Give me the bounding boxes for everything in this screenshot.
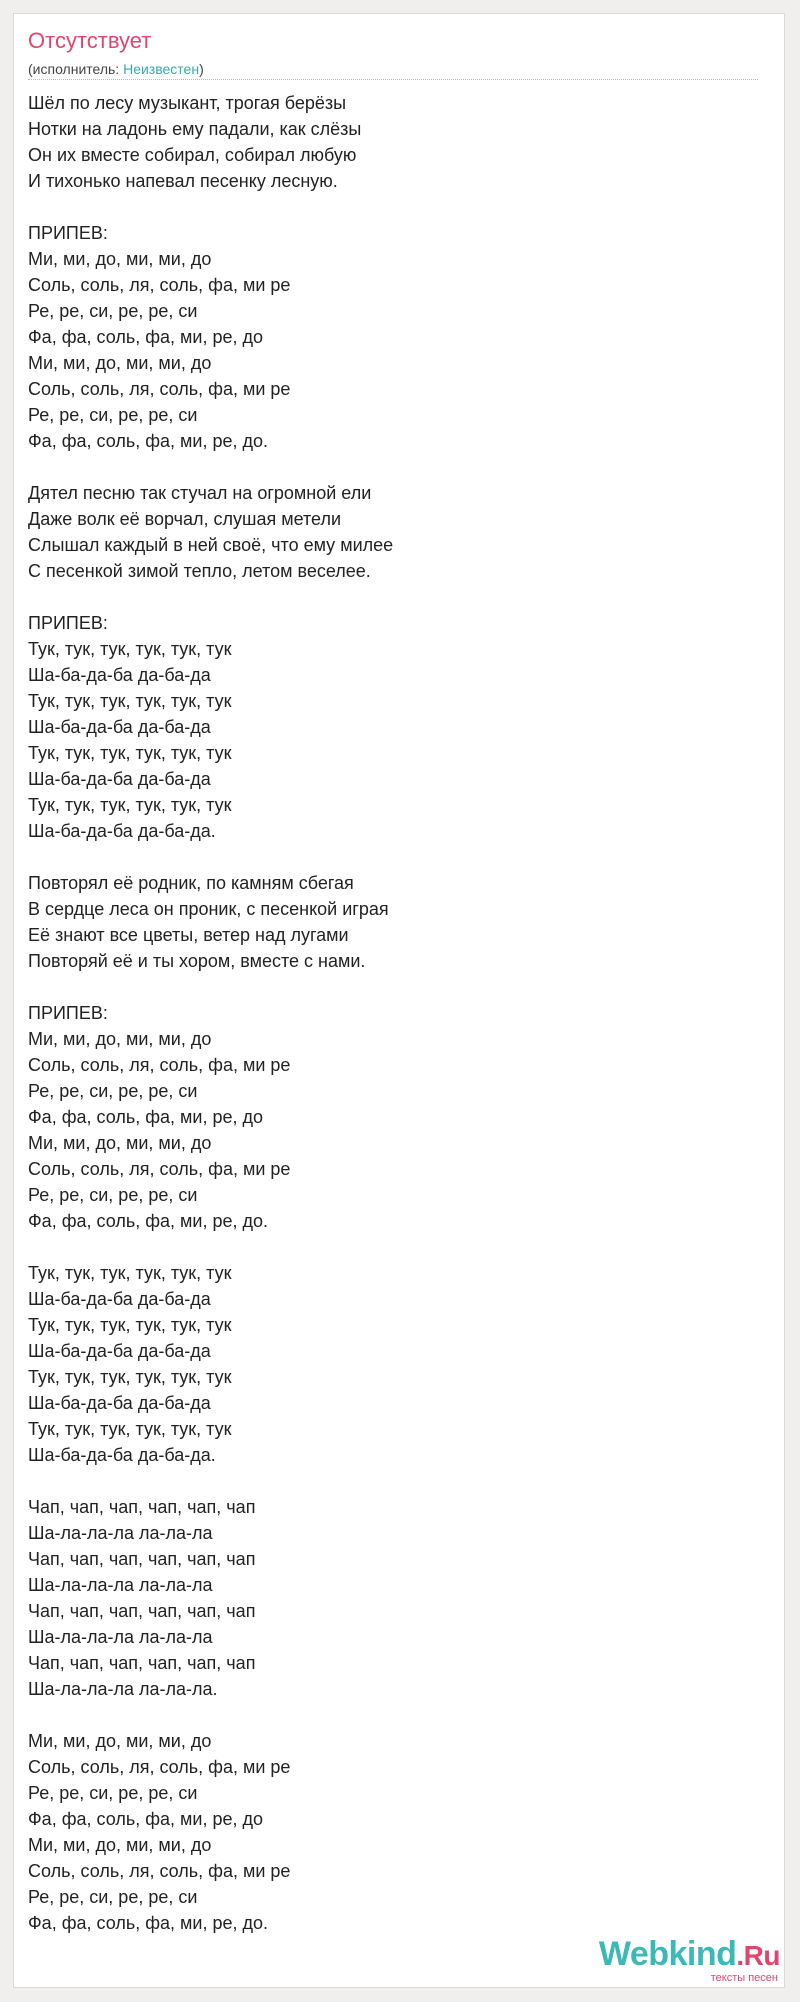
lyric-line: Тук, тук, тук, тук, тук, тук — [28, 1367, 232, 1387]
lyric-line: Ре, ре, си, ре, ре, си — [28, 301, 198, 321]
artist-suffix: ) — [199, 61, 204, 77]
lyric-line: Ми, ми, до, ми, ми, до — [28, 249, 212, 269]
lyric-line: Ре, ре, си, ре, ре, си — [28, 1081, 198, 1101]
lyric-line: ПРИПЕВ: — [28, 1003, 108, 1023]
lyric-line: Ре, ре, си, ре, ре, си — [28, 405, 198, 425]
lyric-line: Соль, соль, ля, соль, фа, ми ре — [28, 1861, 291, 1881]
lyrics-stanza — [28, 870, 748, 974]
lyric-line: Ша-ба-да-ба да-ба-да. — [28, 821, 216, 841]
artist-line — [28, 60, 204, 78]
lyric-line: Ми, ми, до, ми, ми, до — [28, 353, 212, 373]
lyric-line: Тук, тук, тук, тук, тук, тук — [28, 1419, 232, 1439]
lyric-line: Соль, соль, ля, соль, фа, ми ре — [28, 1757, 291, 1777]
lyric-line: Ша-ба-да-ба да-ба-да — [28, 1341, 211, 1361]
logo-tagline: тексты песен — [710, 1972, 778, 1984]
artist-prefix: (исполнитель: — [28, 61, 124, 77]
lyric-line: Ми, ми, до, ми, ми, до — [28, 1835, 212, 1855]
lyric-line: Слышал каждый в ней своё, что ему милее — [28, 535, 394, 555]
lyric-line: Тук, тук, тук, тук, тук, тук — [28, 639, 232, 659]
lyric-line: Ша-ла-ла-ла ла-ла-ла — [28, 1523, 213, 1543]
lyrics-text — [28, 90, 748, 1962]
lyric-line: Фа, фа, соль, фа, ми, ре, до — [28, 1809, 264, 1829]
lyric-line: Ми, ми, до, ми, ми, до — [28, 1731, 212, 1751]
lyrics-stanza — [28, 1000, 748, 1234]
title-divider — [28, 79, 758, 80]
lyric-line: Чап, чап, чап, чап, чап, чап — [28, 1549, 256, 1569]
lyrics-stanza — [28, 610, 748, 844]
webkind-logo[interactable] — [570, 1935, 780, 1985]
lyric-line: Даже волк её ворчал, слушая метели — [28, 509, 342, 529]
lyric-line: Ша-ба-да-ба да-ба-да — [28, 769, 211, 789]
lyric-line: Тук, тук, тук, тук, тук, тук — [28, 691, 232, 711]
lyric-line: Фа, фа, соль, фа, ми, ре, до. — [28, 1211, 269, 1231]
lyric-line: Соль, соль, ля, соль, фа, ми ре — [28, 379, 291, 399]
logo-wordmark — [599, 1935, 780, 1975]
lyric-line: Фа, фа, соль, фа, ми, ре, до — [28, 327, 264, 347]
lyric-line: Тук, тук, тук, тук, тук, тук — [28, 1315, 232, 1335]
lyric-line: Соль, соль, ля, соль, фа, ми ре — [28, 275, 291, 295]
lyric-line: Дятел песню так стучал на огромной ели — [28, 483, 372, 503]
lyric-line: Фа, фа, соль, фа, ми, ре, до. — [28, 431, 269, 451]
lyric-line: Тук, тук, тук, тук, тук, тук — [28, 743, 232, 763]
lyric-line: Ре, ре, си, ре, ре, си — [28, 1887, 198, 1907]
lyric-line: Чап, чап, чап, чап, чап, чап — [28, 1601, 256, 1621]
lyric-line: Повторял её родник, по камням сбегая — [28, 873, 354, 893]
lyric-line: Ре, ре, си, ре, ре, си — [28, 1185, 198, 1205]
lyric-line: Ша-ба-да-ба да-ба-да. — [28, 1445, 216, 1465]
lyric-line: С песенкой зимой тепло, летом веселее. — [28, 561, 371, 581]
lyrics-stanza — [28, 1728, 748, 1936]
lyric-line: Он их вместе собирал, собирал любую — [28, 145, 357, 165]
lyric-line: Ша-ла-ла-ла ла-ла-ла — [28, 1627, 213, 1647]
lyrics-stanza — [28, 90, 748, 194]
logo-brand: Webkind — [598, 1935, 737, 1973]
lyrics-stanza — [28, 480, 748, 584]
lyric-line: Тук, тук, тук, тук, тук, тук — [28, 795, 232, 815]
lyric-line: Ми, ми, до, ми, ми, до — [28, 1133, 212, 1153]
lyrics-stanza — [28, 220, 748, 454]
lyric-line: Ре, ре, си, ре, ре, си — [28, 1783, 198, 1803]
lyric-line: Ша-ба-да-ба да-ба-да — [28, 665, 211, 685]
lyric-line: Фа, фа, соль, фа, ми, ре, до — [28, 1107, 264, 1127]
lyric-line: В сердце леса он проник, с песенкой играя — [28, 899, 389, 919]
lyric-line: Ша-ла-ла-ла ла-ла-ла. — [28, 1679, 218, 1699]
lyric-line: Ша-ла-ла-ла ла-ла-ла — [28, 1575, 213, 1595]
song-title: Отсутствует — [28, 28, 152, 53]
lyric-line: ПРИПЕВ: — [28, 223, 108, 243]
lyric-line: Соль, соль, ля, соль, фа, ми ре — [28, 1055, 291, 1075]
lyric-line: Соль, соль, ля, соль, фа, ми ре — [28, 1159, 291, 1179]
lyric-line: Ша-ба-да-ба да-ба-да — [28, 1289, 211, 1309]
lyric-line: Ша-ба-да-ба да-ба-да — [28, 717, 211, 737]
lyric-line: Шёл по лесу музыкант, трогая берёзы — [28, 93, 347, 113]
lyric-line: Фа, фа, соль, фа, ми, ре, до. — [28, 1913, 269, 1933]
lyric-line: Чап, чап, чап, чап, чап, чап — [28, 1497, 256, 1517]
lyric-line: Ми, ми, до, ми, ми, до — [28, 1029, 212, 1049]
lyric-line: Ша-ба-да-ба да-ба-да — [28, 1393, 211, 1413]
logo-tld: .Ru — [736, 1940, 780, 1971]
lyric-line: И тихонько напевал песенку лесную. — [28, 171, 338, 191]
lyric-line: Нотки на ладонь ему падали, как слёзы — [28, 119, 362, 139]
lyric-line: Тук, тук, тук, тук, тук, тук — [28, 1263, 232, 1283]
lyric-line: Её знают все цветы, ветер над лугами — [28, 925, 349, 945]
lyric-line: ПРИПЕВ: — [28, 613, 108, 633]
artist-link[interactable]: Неизвестен — [123, 61, 200, 77]
lyrics-stanza — [28, 1260, 748, 1468]
lyric-line: Чап, чап, чап, чап, чап, чап — [28, 1653, 256, 1673]
lyrics-stanza — [28, 1494, 748, 1702]
lyric-line: Повторяй её и ты хором, вместе с нами. — [28, 951, 366, 971]
